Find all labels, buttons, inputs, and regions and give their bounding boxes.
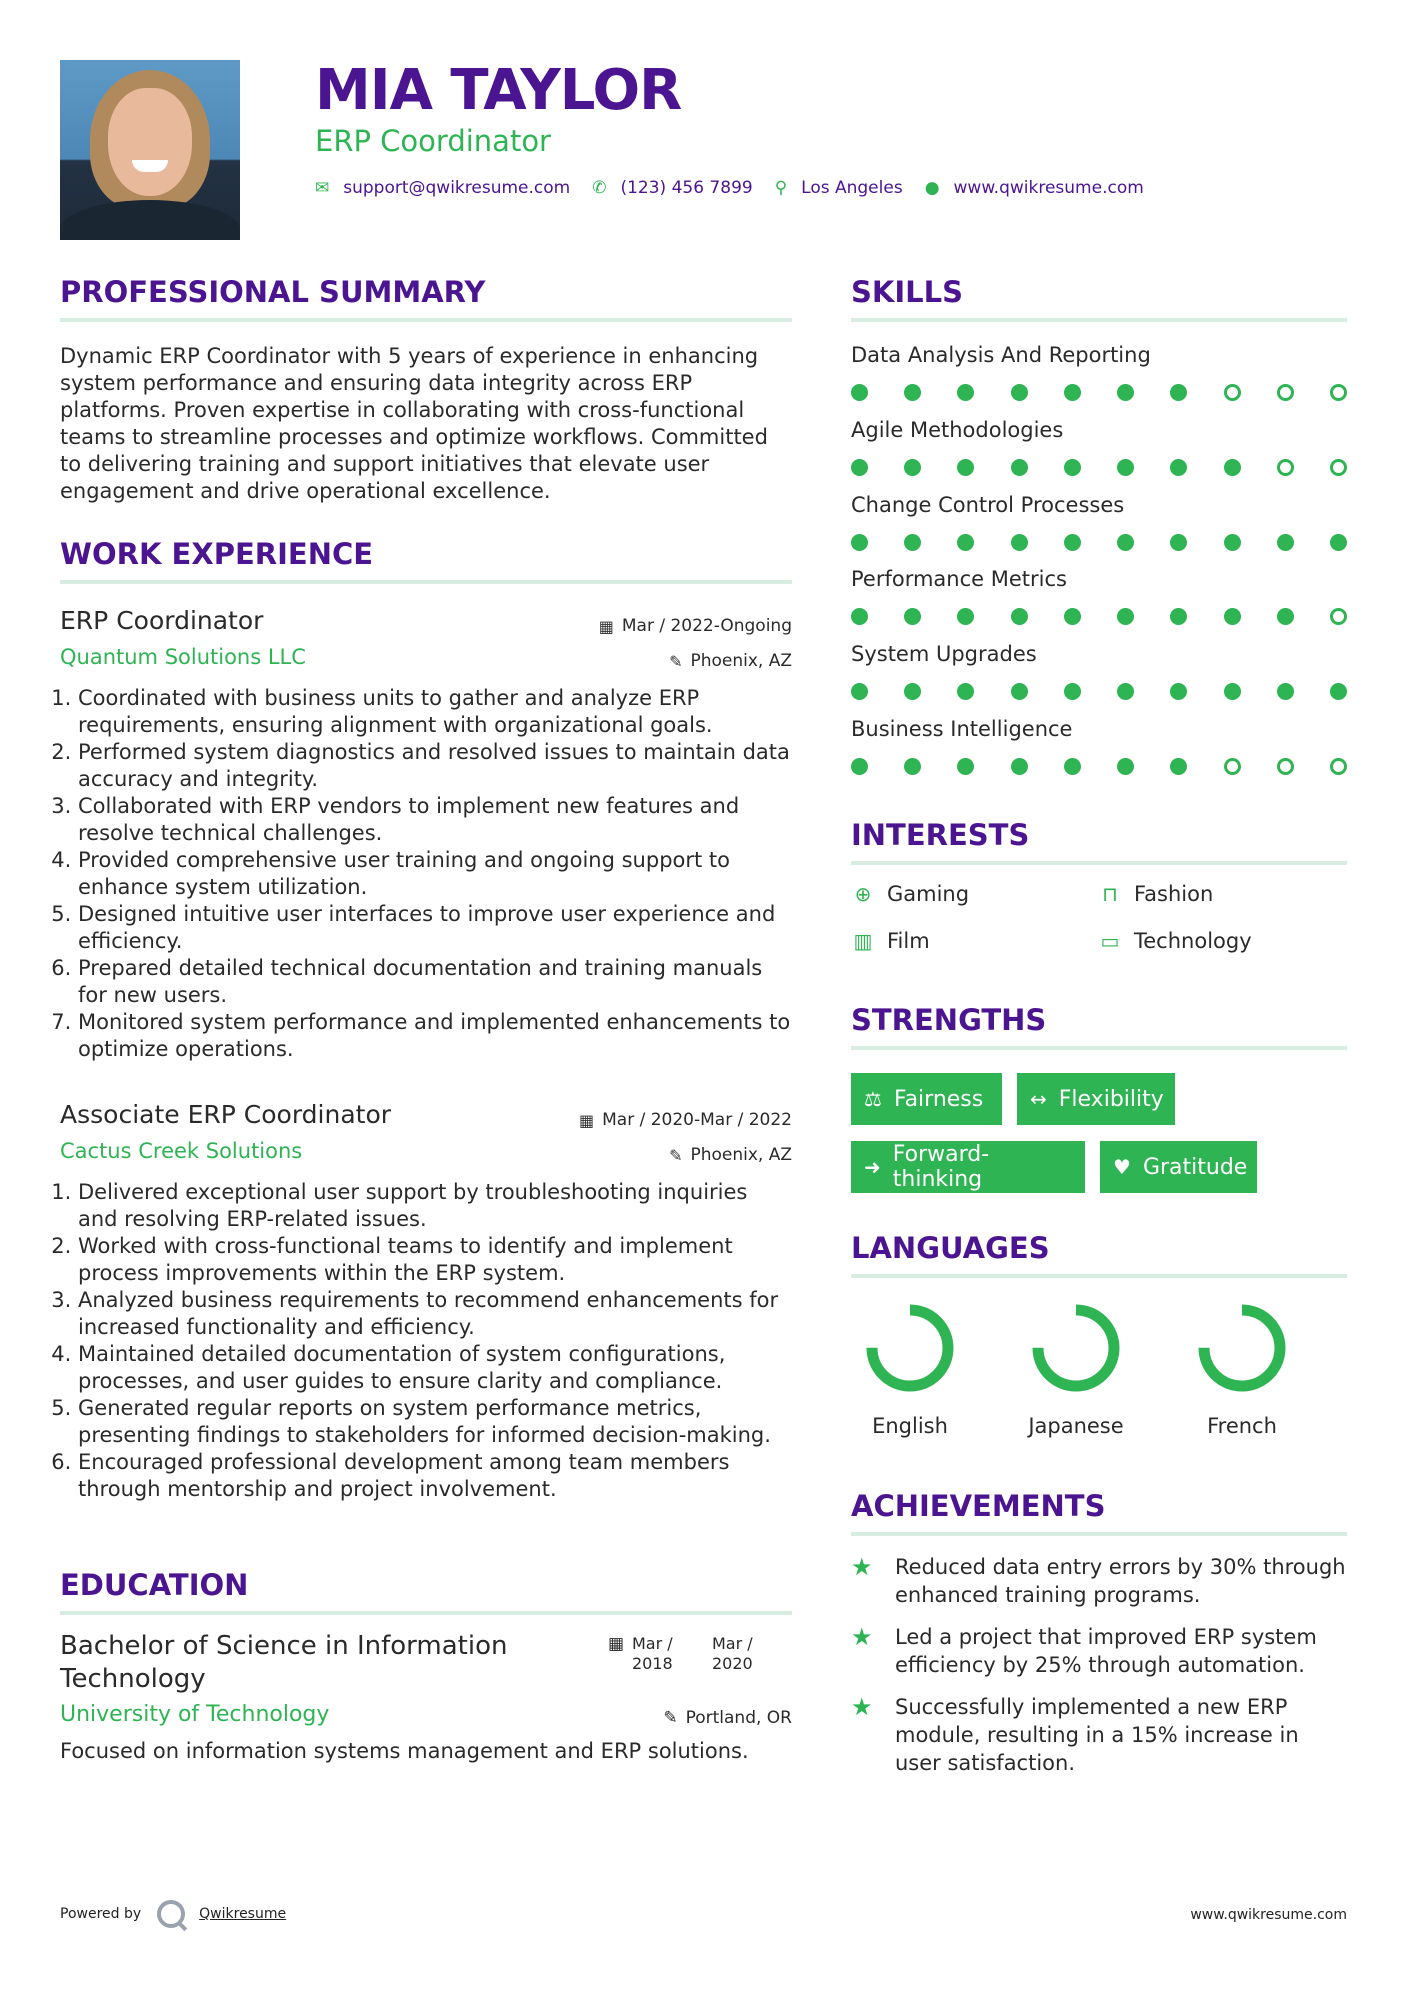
language-level-ring — [862, 1300, 958, 1396]
skill-name: Data Analysis And Reporting — [851, 343, 1151, 367]
arrow-right-icon: ➜ — [864, 1155, 881, 1179]
skill-rating — [851, 384, 1347, 401]
skill-rating — [851, 534, 1347, 551]
skills-heading: SKILLS — [851, 275, 963, 309]
list-item: 5. Designed intuitive user interfaces to improve user experience and efficiency. — [78, 901, 792, 955]
skill-name: System Upgrades — [851, 642, 1037, 666]
skill-rating — [851, 683, 1347, 700]
rating-dot-filled — [1117, 534, 1134, 551]
rating-dot-filled — [1117, 758, 1134, 775]
language-level-arc — [1038, 1310, 1114, 1386]
contact-phone[interactable]: ✆ (123) 456 7899 — [592, 178, 753, 198]
interest-item: ⊕ Gaming — [851, 882, 969, 906]
job-location: ✎ Phoenix, AZ — [669, 651, 792, 671]
phone-icon: ✆ — [592, 178, 607, 198]
rating-dot-empty — [1330, 758, 1347, 775]
rating-dot-filled — [1224, 683, 1241, 700]
job-title: Associate ERP Coordinator — [60, 1100, 392, 1129]
language-level-arc — [872, 1310, 948, 1386]
skill-rating — [851, 608, 1347, 625]
rating-dot-filled — [904, 758, 921, 775]
calendar-icon: ▦ — [598, 616, 614, 636]
interests-divider — [851, 861, 1347, 865]
rating-dot-filled — [1011, 459, 1028, 476]
pin-icon: ✎ — [669, 1145, 683, 1165]
heart-icon: ♥ — [1113, 1155, 1131, 1179]
rating-dot-filled — [1277, 608, 1294, 625]
skill-item — [851, 642, 1347, 700]
rating-dot-filled — [1277, 683, 1294, 700]
language-level-ring — [1194, 1300, 1290, 1396]
rating-dot-filled — [1224, 608, 1241, 625]
rating-dot-filled — [1224, 459, 1241, 476]
rating-dot-filled — [1064, 758, 1081, 775]
film-icon: ▥ — [853, 929, 873, 953]
job-bullets — [60, 685, 792, 1063]
list-item: 1. Coordinated with business units to gather and analyze ERP requirements, ensuring alignment with organizational goals. — [78, 685, 792, 739]
star-icon: ★ — [851, 1623, 873, 1651]
skill-name: Performance Metrics — [851, 567, 1067, 591]
job-dates: ▦ Mar / 2020-Mar / 2022 — [578, 1110, 792, 1130]
interest-item: ▭ Technology — [1098, 929, 1252, 953]
contact-bar — [315, 178, 1166, 198]
strength-tag: ⚖ Fairness — [851, 1073, 1002, 1125]
rating-dot-filled — [1170, 534, 1187, 551]
rating-dot-filled — [851, 608, 868, 625]
contact-email[interactable]: ✉ support@qwikresume.com — [315, 178, 571, 198]
rating-dot-empty — [1277, 758, 1294, 775]
language-name: English — [872, 1414, 948, 1438]
job-title: ERP Coordinator — [60, 606, 264, 635]
skill-rating — [851, 758, 1347, 775]
rating-dot-filled — [1330, 534, 1347, 551]
list-item: 5. Generated regular reports on system performance metrics, presenting findings to stakeholders for informed decision-making. — [78, 1395, 792, 1449]
laptop-icon: ▭ — [1100, 929, 1120, 953]
gamepad-icon: ⊕ — [854, 882, 872, 906]
rating-dot-filled — [1224, 534, 1241, 551]
skill-name: Agile Methodologies — [851, 418, 1064, 442]
language-name: French — [1207, 1414, 1277, 1438]
languages-heading: LANGUAGES — [851, 1231, 1050, 1265]
skill-item — [851, 717, 1347, 775]
skills-divider — [851, 318, 1347, 322]
achievements-divider — [851, 1532, 1347, 1536]
rating-dot-filled — [1064, 683, 1081, 700]
rating-dot-filled — [1117, 683, 1134, 700]
rating-dot-filled — [1011, 683, 1028, 700]
degree-title: Bachelor of Science in Information Technology — [60, 1631, 508, 1694]
achievement-item: ★ Successfully implemented a new ERP module, resulting in a 15% increase in user satisfaction. — [851, 1693, 1299, 1775]
rating-dot-filled — [904, 534, 921, 551]
rating-dot-filled — [904, 384, 921, 401]
rating-dot-filled — [1170, 683, 1187, 700]
job-bullets — [60, 1179, 792, 1503]
language-item — [1187, 1300, 1297, 1438]
rating-dot-filled — [957, 384, 974, 401]
strength-tag: ♥ Gratitude — [1100, 1141, 1257, 1193]
rating-dot-filled — [1117, 608, 1134, 625]
star-icon: ★ — [851, 1553, 873, 1581]
rating-dot-filled — [957, 683, 974, 700]
education-entry — [60, 1630, 792, 1763]
experience-heading: WORK EXPERIENCE — [60, 537, 374, 571]
school-name: University of Technology — [60, 1702, 330, 1727]
rating-dot-empty — [1224, 758, 1241, 775]
rating-dot-filled — [1277, 534, 1294, 551]
arrows-horizontal-icon: ↔ — [1030, 1087, 1047, 1111]
rating-dot-filled — [904, 683, 921, 700]
globe-icon: ● — [924, 178, 940, 198]
rating-dot-empty — [1330, 384, 1347, 401]
calendar-icon: ▦ — [607, 1634, 624, 1654]
job-dates: ▦ Mar / 2022-Ongoing — [598, 616, 792, 636]
rating-dot-filled — [851, 384, 868, 401]
interests-heading: INTERESTS — [851, 818, 1030, 852]
skill-name: Business Intelligence — [851, 717, 1073, 741]
list-item: 3. Analyzed business requirements to recommend enhancements for increased functionality and efficiency. — [78, 1287, 792, 1341]
rating-dot-empty — [1277, 459, 1294, 476]
profile-photo — [60, 60, 240, 240]
rating-dot-filled — [1011, 384, 1028, 401]
rating-dot-filled — [957, 459, 974, 476]
balance-scale-icon: ⚖ — [864, 1087, 882, 1111]
achievement-item: ★ Reduced data entry errors by 30% through enhanced training programs. — [851, 1553, 1346, 1607]
rating-dot-filled — [1064, 534, 1081, 551]
list-item: 4. Provided comprehensive user training and ongoing support to enhance system utilization. — [78, 847, 792, 901]
summary-divider — [60, 318, 792, 322]
strength-tag: ↔ Flexibility — [1017, 1073, 1175, 1125]
job-company: Quantum Solutions LLC — [60, 645, 306, 669]
pin-icon: ✎ — [663, 1708, 678, 1728]
rating-dot-filled — [851, 683, 868, 700]
language-item — [855, 1300, 965, 1438]
rating-dot-filled — [1064, 459, 1081, 476]
strength-tag: ➜ Forward-thinking — [851, 1141, 1085, 1193]
candidate-role: ERP Coordinator — [315, 124, 551, 158]
rating-dot-filled — [1170, 608, 1187, 625]
job-company: Cactus Creek Solutions — [60, 1139, 303, 1163]
skill-item — [851, 343, 1347, 401]
education-description: Focused on information systems management and ERP solutions. — [60, 1739, 749, 1763]
job-entry — [60, 1100, 792, 1503]
rating-dot-filled — [851, 534, 868, 551]
rating-dot-filled — [1011, 608, 1028, 625]
list-item: 2. Worked with cross-functional teams to identify and implement process improvements within the ERP system. — [78, 1233, 792, 1287]
summary-text: Dynamic ERP Coordinator with 5 years of experience in enhancing system performance and ensuring data integrity across ERP platforms. Proven expertise in collaborating with cross-functional teams to streamline processes and optimize workflows. Committed to delivering training and support initiatives that elevate user engagement and drive operational excellence. — [60, 344, 768, 503]
rating-dot-filled — [851, 758, 868, 775]
rating-dot-empty — [1330, 608, 1347, 625]
contact-website[interactable]: ● www.qwikresume.com — [924, 178, 1144, 198]
rating-dot-filled — [904, 459, 921, 476]
map-marker-icon: ⚲ — [774, 178, 788, 198]
rating-dot-empty — [1277, 384, 1294, 401]
rating-dot-filled — [1064, 384, 1081, 401]
language-level-ring — [1028, 1300, 1124, 1396]
rating-dot-filled — [1117, 384, 1134, 401]
strengths-heading: STRENGTHS — [851, 1003, 1047, 1037]
rating-dot-filled — [1170, 758, 1187, 775]
skill-rating — [851, 459, 1347, 476]
list-item: 2. Performed system diagnostics and resolved issues to maintain data accuracy and integrity. — [78, 739, 792, 793]
job-entry — [60, 606, 792, 1063]
candidate-name: MIA TAYLOR — [315, 58, 682, 123]
rating-dot-filled — [957, 758, 974, 775]
rating-dot-filled — [904, 608, 921, 625]
summary-heading: PROFESSIONAL SUMMARY — [60, 275, 486, 309]
list-item: 4. Maintained detailed documentation of system configurations, processes, and user guides to ensure clarity and compliance. — [78, 1341, 792, 1395]
envelope-icon: ✉ — [315, 178, 330, 198]
interest-item: ⊓ Fashion — [1098, 882, 1213, 906]
star-icon: ★ — [851, 1693, 873, 1721]
strengths-divider — [851, 1046, 1347, 1050]
rating-dot-filled — [1170, 459, 1187, 476]
footer-url[interactable]: www.qwikresume.com — [1190, 1907, 1347, 1923]
experience-divider — [60, 580, 792, 584]
education-heading: EDUCATION — [60, 1568, 249, 1602]
education-divider — [60, 1611, 792, 1615]
rating-dot-filled — [1117, 459, 1134, 476]
rating-dot-filled — [1064, 608, 1081, 625]
list-item: 1. Delivered exceptional user support by troubleshooting inquiries and resolving ERP-related issues. — [78, 1179, 792, 1233]
language-level-arc — [1204, 1310, 1280, 1386]
rating-dot-filled — [1330, 683, 1347, 700]
skill-name: Change Control Processes — [851, 493, 1125, 517]
language-name: Japanese — [1028, 1414, 1124, 1438]
rating-dot-filled — [1170, 384, 1187, 401]
job-location: ✎ Phoenix, AZ — [669, 1145, 792, 1165]
pin-icon: ✎ — [669, 651, 683, 671]
language-item — [1021, 1300, 1131, 1438]
skill-item — [851, 418, 1347, 476]
education-dates: ▦ Mar / 2018 Mar / 2020 — [607, 1634, 753, 1673]
skill-item — [851, 493, 1347, 551]
list-item: 6. Encouraged professional development among team members through mentorship and project involvement. — [78, 1449, 792, 1503]
list-item: 7. Monitored system performance and implemented enhancements to optimize operations. — [78, 1009, 792, 1063]
qwikresume-logo-icon — [157, 1900, 185, 1928]
calendar-icon: ▦ — [578, 1110, 595, 1130]
interest-item: ▥ Film — [851, 929, 930, 953]
languages-divider — [851, 1274, 1347, 1278]
contact-location: ⚲ Los Angeles — [774, 178, 903, 198]
list-item: 6. Prepared detailed technical documentation and training manuals for new users. — [78, 955, 792, 1009]
footer-powered-by: Powered by Qwikresume — [60, 1900, 286, 1928]
skill-item — [851, 567, 1347, 625]
rating-dot-filled — [851, 459, 868, 476]
rating-dot-filled — [957, 534, 974, 551]
rating-dot-filled — [957, 608, 974, 625]
rating-dot-empty — [1224, 384, 1241, 401]
rating-dot-empty — [1330, 459, 1347, 476]
rating-dot-filled — [1011, 758, 1028, 775]
footer-brand-link[interactable]: Qwikresume — [199, 1906, 287, 1922]
rating-dot-filled — [1011, 534, 1028, 551]
shopping-bag-icon: ⊓ — [1102, 882, 1118, 906]
achievement-item: ★ Led a project that improved ERP system efficiency by 25% through automation. — [851, 1623, 1317, 1677]
achievements-heading: ACHIEVEMENTS — [851, 1489, 1106, 1523]
list-item: 3. Collaborated with ERP vendors to implement new features and resolve technical challenges. — [78, 793, 792, 847]
education-location: ✎ Portland, OR — [663, 1708, 792, 1728]
